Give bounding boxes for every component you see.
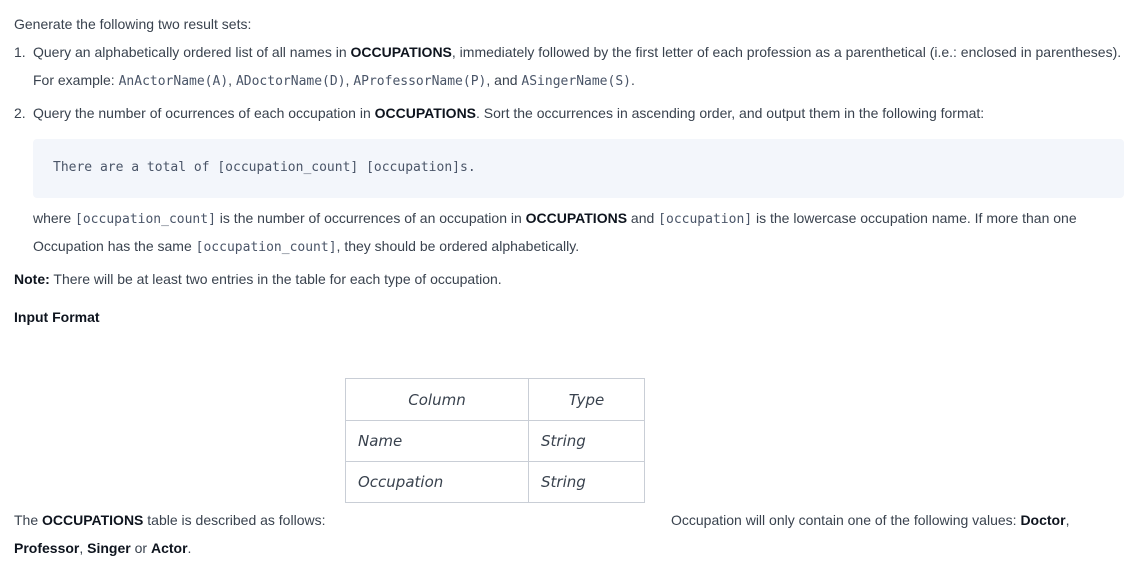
note [14,271,502,287]
item-1-table-name: OCCUPATIONS [350,44,452,60]
table-desc-text: table is described as follows: [143,512,326,528]
item-1-example [33,72,635,89]
where-line-2 [33,238,579,255]
example-sep: , [345,72,354,88]
values-note-line-1 [671,512,1069,528]
item-1-text-pre: Query an alphabetically ordered list of all names in [33,44,351,60]
where-text: and [627,210,659,226]
where-line-1 [33,210,1077,227]
code-occupation-count: [occupation_count] [75,212,216,227]
values-sep: , [1065,512,1070,528]
item-2-text-post: . Sort the occurrences in ascending order, and output them in the following format: [476,105,985,121]
example-actor: AnActorName(A) [118,74,229,89]
where-text: is the number of occurrences of an occupation in [215,210,526,226]
table-desc-name: OCCUPATIONS [42,512,144,528]
table-cell-column: Name [346,421,529,462]
note-label: Note: [14,271,50,287]
values-sep: , [79,540,88,556]
value-professor: Professor [14,540,80,556]
format-code-text: There are a total of [occupation_count] [occupation]s. [53,160,476,175]
where-table-name: OCCUPATIONS [525,210,628,226]
note-text: There will be at least two entries in the table for each type of occupation. [49,271,502,287]
values-note-text: Occupation will only contain one of the following values: [671,512,1021,528]
where-text: is the lowercase occupation name. If more than one [752,210,1077,226]
table-row [346,421,645,462]
item-1-number: 1. [14,44,26,60]
values-end: . [187,540,192,556]
intro-text: Generate the following two result sets: [14,16,252,32]
table-header-row [346,379,645,421]
example-sep: , [228,72,236,88]
table-description [14,512,325,528]
item-2-text-pre: Query the number of ocurrences of each occupation in [33,105,375,121]
type-header: Type [529,379,645,421]
code-occupation-count: [occupation_count] [195,240,337,255]
where-text: , they should be ordered alphabetically. [336,238,580,254]
example-prefix: For example: [33,72,119,88]
example-singer: ASingerName(S) [521,74,631,89]
table-cell-type: String [529,462,645,503]
code-occupation: [occupation] [658,212,753,227]
item-1-text-post: , immediately followed by the first letter of each profession as a parenthetical (i.e.: enclosed in parentheses). [451,44,1122,60]
column-header: Column [346,379,529,421]
where-text: Occupation has the same [33,238,196,254]
value-actor: Actor [150,540,188,556]
table-row [346,462,645,503]
example-sep: , and [486,72,522,88]
value-singer: Singer [87,540,131,556]
example-professor: AProfessorName(P) [353,74,487,89]
example-end: . [630,72,635,88]
values-or: or [130,540,151,556]
values-note-line-2 [14,540,191,556]
item-2-number: 2. [14,105,26,121]
table-cell-column: Occupation [346,462,529,503]
input-format-heading [14,309,100,325]
schema-table [345,378,645,503]
where-text: where [33,210,76,226]
format-code-block [33,139,1124,198]
example-doctor: ADoctorName(D) [235,74,346,89]
item-2 [14,105,984,121]
table-cell-type: String [529,421,645,462]
table-desc-text: The [14,512,43,528]
item-2-table-name: OCCUPATIONS [374,105,477,121]
input-format-label: Input Format [14,309,100,325]
value-doctor: Doctor [1020,512,1066,528]
item-1 [14,44,1121,60]
